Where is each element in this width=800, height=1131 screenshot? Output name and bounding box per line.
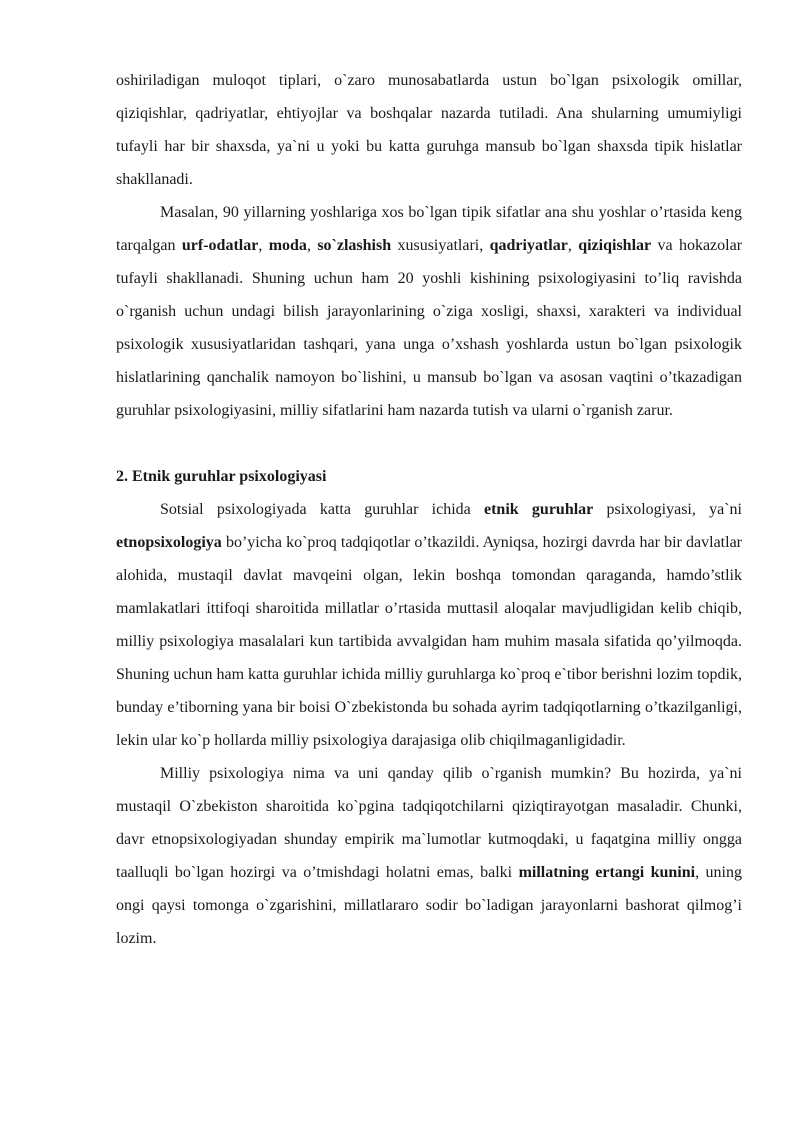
document-page (116, 64, 742, 955)
text-run: , uning ongi qaysi tomonga o`zgarishini, millatlararo sodir bo`ladigan jarayonlarni bashorat qilmog’i lozim. (116, 864, 742, 947)
text-run: va hokazolar tufayli shakllanadi. Shuning uchun ham 20 yoshli kishining psixologiyasini to’liq ravishda o`rganish uchun undagi bilish jarayonlarining o`ziga xosligi, shaxsi, xarakteri va individual psixologik xususiyatlaridan tashqari, yana unga o’xshash yoshlarda ustun bo`lgan psixologik hislatlarining qanchalik namoyon bo`lishini, u mansub bo`lgan va asosan vaqtini o’tkazadigan guruhlar psixologiyasini, milliy sifatlarini ham nazarda tutish va ularni o`rganish zarur. (116, 237, 743, 419)
paragraph (116, 757, 742, 955)
bold-term: millatning ertangi kunini (518, 864, 696, 881)
bold-term: moda (268, 237, 307, 254)
text-run: psixologiyasi, ya`ni (593, 501, 743, 518)
section-heading: 2. Etnik guruhlar psixologiyasi (116, 468, 327, 485)
text-run: bo’yicha ko`proq tadqiqotlar o’tkazildi. Ayniqsa, hozirgi davrda har bir davlatlar alohida, mustaqil davlat mavqeini olgan, lekin boshqa tomondan qaraganda, hamdo’stlik mamlakatlari ittifoqi sharoitida millatlar o’rtasida muttasil aloqalar mavjudligidan kelib chiqib, milliy psixologiya masalalari kun tartibida avvalgidan ham muhim masala sifatida qo’yilmoqda. Shuning uchun ham katta guruhlar ichida milliy guruhlarga ko`proq e`tibor berishni lozim topdik, bunday e’tiborning yana bir boisi O`zbekistonda bu sohada ayrim tadqiqotlarning o’tkazilganligi, lekin ular ko`p hollarda milliy psixologiya darajasiga olib chiqilmaganligidadir. (116, 534, 742, 749)
bold-term: urf-odatlar (181, 237, 259, 254)
bold-term: etnopsixologiya (116, 534, 222, 551)
bold-term: etnik guruhlar (484, 501, 594, 518)
text-run: , (306, 237, 318, 254)
bold-term: so`zlashish (317, 237, 392, 254)
bold-term: qiziqishlar (578, 237, 652, 254)
etnik-section (116, 493, 742, 955)
bold-term: qadriyatlar (489, 237, 568, 254)
intro-section (116, 64, 742, 427)
paragraph (116, 196, 742, 427)
text-run: Masalan, 90 yillarning yoshlariga xos bo`lgan tipik sifatlar ana shu yoshlar o’rtasida keng tarqalgan (116, 204, 742, 254)
text-run: Milliy psixologiya nima va uni qanday qilib o`rganish mumkin? Bu hozirda, ya`ni mustaqil O`zbekiston sharoitida ko`pgina tadqiqotchilarni qiziqtirayotgan masaladir. Chunki, davr etnopsixologiyadan shunday empirik ma`lumotlar kutmoqdaki, u faqatgina milliy ongga taalluqli bo`lgan hozirgi va o’tmishdagi holatni emas, balki (116, 765, 742, 881)
text-run: xususiyatlari, (391, 237, 490, 254)
text-run: , (567, 237, 579, 254)
text-run: , (258, 237, 269, 254)
paragraph (116, 493, 742, 757)
text-run: oshiriladigan muloqot tiplari, o`zaro munosabatlarda ustun bo`lgan psixologik omillar, qiziqishlar, qadriyatlar, ehtiyojlar va boshqalar nazarda tutiladi. Ana shularning umumiyligi tufayli har bir shaxsda, ya`ni u yoki bu katta guruhga mansub bo`lgan shaxsda tipik hislatlar shakllanadi. (116, 72, 742, 188)
paragraph (116, 64, 742, 196)
text-run: Sotsial psixologiyada katta guruhlar ichida (160, 501, 484, 518)
